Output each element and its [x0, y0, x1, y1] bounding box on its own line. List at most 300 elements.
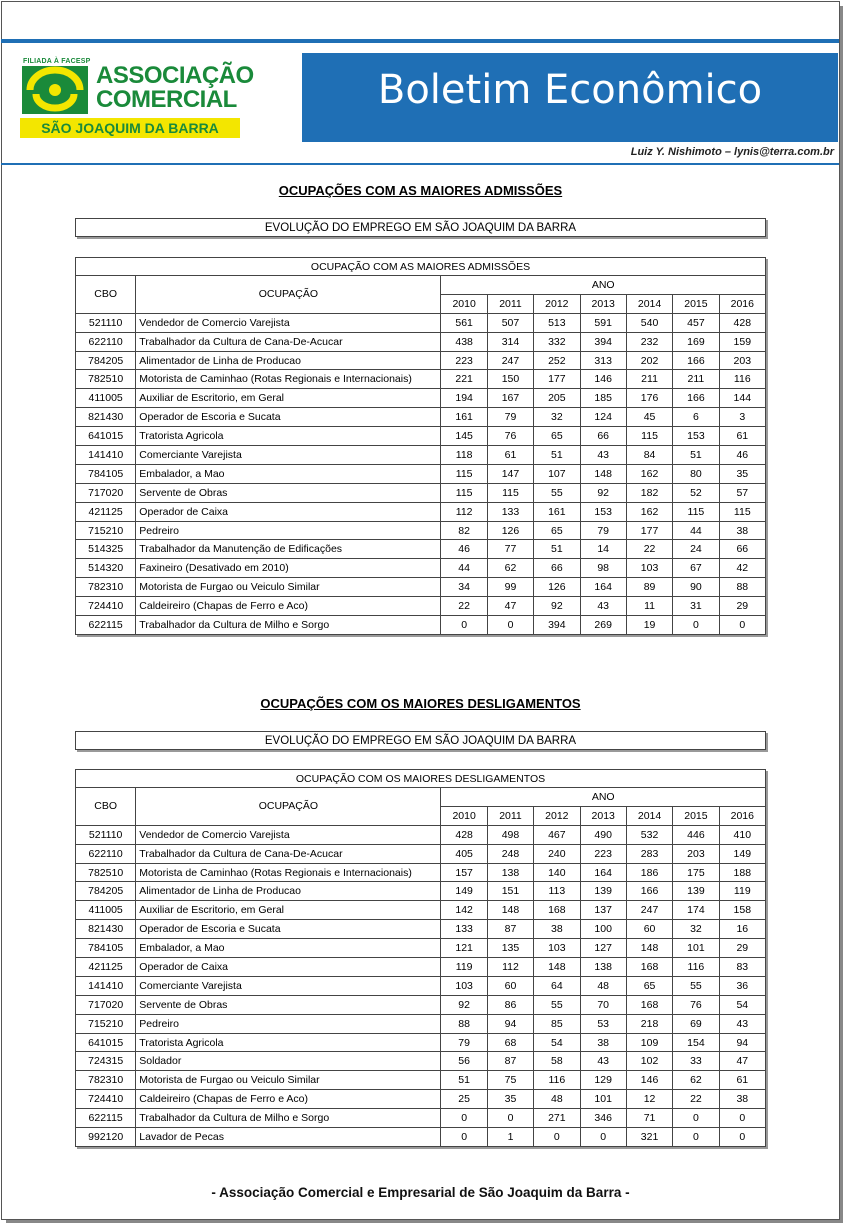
value-cell: 38	[719, 521, 765, 540]
value-cell: 145	[441, 427, 487, 446]
value-cell: 44	[441, 559, 487, 578]
value-cell: 87	[487, 920, 533, 939]
value-cell: 25	[441, 1090, 487, 1109]
value-cell: 115	[673, 502, 719, 521]
value-cell: 507	[487, 313, 533, 332]
value-cell: 52	[673, 483, 719, 502]
value-cell: 186	[626, 863, 672, 882]
value-cell: 80	[673, 464, 719, 483]
value-cell: 101	[673, 939, 719, 958]
value-cell: 116	[534, 1071, 580, 1090]
value-cell: 29	[719, 939, 765, 958]
value-cell: 158	[719, 901, 765, 920]
value-cell: 103	[626, 559, 672, 578]
value-cell: 60	[487, 976, 533, 995]
value-cell: 48	[534, 1090, 580, 1109]
ocupacao-cell: Servente de Obras	[136, 483, 441, 502]
value-cell: 150	[487, 370, 533, 389]
value-cell: 410	[719, 825, 765, 844]
value-cell: 115	[626, 427, 672, 446]
value-cell: 283	[626, 844, 672, 863]
ocupacao-cell: Trabalhador da Cultura de Milho e Sorgo	[136, 1109, 441, 1128]
cbo-cell: 724410	[76, 1090, 136, 1109]
page-shadow-right	[840, 6, 843, 1223]
table-row	[76, 332, 766, 351]
year-header: 2010	[441, 294, 487, 313]
col-header-ocupacao: OCUPAÇÃO	[136, 788, 441, 826]
value-cell: 100	[580, 920, 626, 939]
table-row	[76, 995, 766, 1014]
value-cell: 34	[441, 578, 487, 597]
value-cell: 44	[673, 521, 719, 540]
value-cell: 86	[487, 995, 533, 1014]
value-cell: 138	[487, 863, 533, 882]
table-row	[76, 502, 766, 521]
cbo-cell: 715210	[76, 521, 136, 540]
value-cell: 0	[487, 1109, 533, 1128]
value-cell: 22	[441, 597, 487, 616]
value-cell: 221	[441, 370, 487, 389]
value-cell: 148	[626, 939, 672, 958]
table-row	[76, 408, 766, 427]
year-header: 2010	[441, 806, 487, 825]
value-cell: 144	[719, 389, 765, 408]
ocupacao-cell: Motorista de Furgao ou Veiculo Similar	[136, 1071, 441, 1090]
value-cell: 19	[626, 616, 672, 635]
value-cell: 247	[487, 351, 533, 370]
value-cell: 118	[441, 446, 487, 465]
desligamentos-table	[75, 769, 766, 1147]
ocupacao-cell: Operador de Escoria e Sucata	[136, 920, 441, 939]
value-cell: 46	[719, 446, 765, 465]
admissoes-evolucao-box: EVOLUÇÃO DO EMPREGO EM SÃO JOAQUIM DA BARRA	[75, 218, 766, 237]
value-cell: 76	[673, 995, 719, 1014]
value-cell: 88	[441, 1014, 487, 1033]
value-cell: 223	[580, 844, 626, 863]
cbo-cell: 782310	[76, 1071, 136, 1090]
value-cell: 69	[673, 1014, 719, 1033]
table-row	[76, 844, 766, 863]
value-cell: 112	[441, 502, 487, 521]
cbo-cell: 715210	[76, 1014, 136, 1033]
cbo-cell: 421125	[76, 502, 136, 521]
value-cell: 457	[673, 313, 719, 332]
value-cell: 159	[719, 332, 765, 351]
value-cell: 211	[673, 370, 719, 389]
value-cell: 48	[580, 976, 626, 995]
value-cell: 252	[534, 351, 580, 370]
cbo-cell: 992120	[76, 1128, 136, 1147]
value-cell: 182	[626, 483, 672, 502]
cbo-cell: 521110	[76, 825, 136, 844]
col-header-ano: ANO	[441, 788, 766, 807]
association-logo	[20, 58, 254, 140]
value-cell: 98	[580, 559, 626, 578]
value-cell: 0	[487, 616, 533, 635]
value-cell: 103	[441, 976, 487, 995]
logo-affiliation: FILIADA À FACESP	[23, 58, 91, 65]
value-cell: 90	[673, 578, 719, 597]
value-cell: 42	[719, 559, 765, 578]
value-cell: 83	[719, 958, 765, 977]
value-cell: 153	[580, 502, 626, 521]
value-cell: 166	[626, 882, 672, 901]
value-cell: 148	[487, 901, 533, 920]
value-cell: 56	[441, 1052, 487, 1071]
col-header-cbo: CBO	[76, 788, 136, 826]
value-cell: 53	[580, 1014, 626, 1033]
value-cell: 218	[626, 1014, 672, 1033]
ocupacao-cell: Soldador	[136, 1052, 441, 1071]
value-cell: 162	[626, 502, 672, 521]
value-cell: 115	[487, 483, 533, 502]
ocupacao-cell: Operador de Caixa	[136, 958, 441, 977]
cbo-cell: 724410	[76, 597, 136, 616]
admissoes-table	[75, 257, 766, 635]
value-cell: 161	[441, 408, 487, 427]
col-header-cbo: CBO	[76, 276, 136, 314]
table-row	[76, 1052, 766, 1071]
cbo-cell: 821430	[76, 920, 136, 939]
value-cell: 211	[626, 370, 672, 389]
value-cell: 38	[719, 1090, 765, 1109]
cbo-cell: 717020	[76, 995, 136, 1014]
value-cell: 121	[441, 939, 487, 958]
value-cell: 185	[580, 389, 626, 408]
cbo-cell: 421125	[76, 958, 136, 977]
ocupacao-cell: Auxiliar de Escritorio, em Geral	[136, 389, 441, 408]
ocupacao-cell: Caldeireiro (Chapas de Ferro e Aco)	[136, 597, 441, 616]
value-cell: 119	[719, 882, 765, 901]
value-cell: 87	[487, 1052, 533, 1071]
cbo-cell: 784105	[76, 464, 136, 483]
table-row	[76, 958, 766, 977]
value-cell: 62	[487, 559, 533, 578]
value-cell: 35	[487, 1090, 533, 1109]
table-row	[76, 616, 766, 635]
value-cell: 169	[673, 332, 719, 351]
table-row	[76, 1090, 766, 1109]
value-cell: 148	[534, 958, 580, 977]
value-cell: 107	[534, 464, 580, 483]
value-cell: 166	[673, 389, 719, 408]
ocupacao-cell: Auxiliar de Escritorio, em Geral	[136, 901, 441, 920]
value-cell: 22	[673, 1090, 719, 1109]
value-cell: 314	[487, 332, 533, 351]
table-row	[76, 901, 766, 920]
value-cell: 174	[673, 901, 719, 920]
ocupacao-cell: Servente de Obras	[136, 995, 441, 1014]
table-row	[76, 1109, 766, 1128]
value-cell: 65	[626, 976, 672, 995]
value-cell: 269	[580, 616, 626, 635]
value-cell: 29	[719, 597, 765, 616]
value-cell: 149	[719, 844, 765, 863]
year-header: 2016	[719, 806, 765, 825]
value-cell: 115	[441, 464, 487, 483]
value-cell: 92	[580, 483, 626, 502]
ocupacao-cell: Alimentador de Linha de Producao	[136, 351, 441, 370]
value-cell: 70	[580, 995, 626, 1014]
value-cell: 177	[626, 521, 672, 540]
cbo-cell: 622110	[76, 844, 136, 863]
value-cell: 176	[626, 389, 672, 408]
table-row	[76, 389, 766, 408]
value-cell: 532	[626, 825, 672, 844]
value-cell: 126	[534, 578, 580, 597]
value-cell: 146	[580, 370, 626, 389]
value-cell: 148	[580, 464, 626, 483]
table-row	[76, 370, 766, 389]
ocupacao-cell: Pedreiro	[136, 521, 441, 540]
value-cell: 43	[580, 597, 626, 616]
value-cell: 168	[626, 958, 672, 977]
value-cell: 0	[673, 1128, 719, 1147]
value-cell: 66	[534, 559, 580, 578]
value-cell: 135	[487, 939, 533, 958]
value-cell: 51	[673, 446, 719, 465]
value-cell: 116	[719, 370, 765, 389]
cbo-cell: 717020	[76, 483, 136, 502]
logo-city: SÃO JOAQUIM DA BARRA	[41, 120, 219, 136]
value-cell: 43	[580, 446, 626, 465]
cbo-cell: 821430	[76, 408, 136, 427]
ocupacao-cell: Tratorista Agricola	[136, 427, 441, 446]
value-cell: 36	[719, 976, 765, 995]
ocupacao-cell: Trabalhador da Manutenção de Edificações	[136, 540, 441, 559]
ocupacao-cell: Faxineiro (Desativado em 2010)	[136, 559, 441, 578]
value-cell: 76	[487, 427, 533, 446]
value-cell: 94	[487, 1014, 533, 1033]
value-cell: 45	[626, 408, 672, 427]
value-cell: 33	[673, 1052, 719, 1071]
year-header: 2015	[673, 294, 719, 313]
value-cell: 103	[534, 939, 580, 958]
value-cell: 129	[580, 1071, 626, 1090]
value-cell: 147	[487, 464, 533, 483]
ocupacao-cell: Pedreiro	[136, 1014, 441, 1033]
value-cell: 61	[487, 446, 533, 465]
year-header: 2011	[487, 294, 533, 313]
value-cell: 0	[719, 1109, 765, 1128]
value-cell: 168	[534, 901, 580, 920]
table-row	[76, 1014, 766, 1033]
value-cell: 64	[534, 976, 580, 995]
value-cell: 153	[673, 427, 719, 446]
banner-title: Boletim Econômico	[377, 67, 763, 113]
value-cell: 55	[534, 995, 580, 1014]
value-cell: 38	[580, 1033, 626, 1052]
value-cell: 177	[534, 370, 580, 389]
value-cell: 0	[673, 1109, 719, 1128]
value-cell: 248	[487, 844, 533, 863]
col-header-ocupacao: OCUPAÇÃO	[136, 276, 441, 314]
value-cell: 46	[441, 540, 487, 559]
ocupacao-cell: Embalador, a Mao	[136, 939, 441, 958]
value-cell: 14	[580, 540, 626, 559]
value-cell: 43	[580, 1052, 626, 1071]
value-cell: 54	[719, 995, 765, 1014]
table-row	[76, 464, 766, 483]
cbo-cell: 782510	[76, 863, 136, 882]
value-cell: 0	[673, 616, 719, 635]
value-cell: 43	[719, 1014, 765, 1033]
value-cell: 66	[719, 540, 765, 559]
value-cell: 188	[719, 863, 765, 882]
cbo-cell: 622115	[76, 1109, 136, 1128]
table-row	[76, 521, 766, 540]
value-cell: 115	[719, 502, 765, 521]
page-shadow-bottom	[6, 1220, 843, 1223]
value-cell: 11	[626, 597, 672, 616]
value-cell: 513	[534, 313, 580, 332]
value-cell: 82	[441, 521, 487, 540]
cbo-cell: 141410	[76, 976, 136, 995]
ocupacao-cell: Trabalhador da Cultura de Milho e Sorgo	[136, 616, 441, 635]
value-cell: 101	[580, 1090, 626, 1109]
value-cell: 16	[719, 920, 765, 939]
table-row	[76, 578, 766, 597]
value-cell: 55	[534, 483, 580, 502]
logo-city-strip	[20, 118, 240, 138]
value-cell: 167	[487, 389, 533, 408]
value-cell: 61	[719, 427, 765, 446]
value-cell: 591	[580, 313, 626, 332]
table-row	[76, 446, 766, 465]
value-cell: 561	[441, 313, 487, 332]
value-cell: 467	[534, 825, 580, 844]
value-cell: 79	[580, 521, 626, 540]
value-cell: 32	[534, 408, 580, 427]
value-cell: 0	[580, 1128, 626, 1147]
value-cell: 394	[580, 332, 626, 351]
value-cell: 271	[534, 1109, 580, 1128]
value-cell: 89	[626, 578, 672, 597]
value-cell: 346	[580, 1109, 626, 1128]
value-cell: 102	[626, 1052, 672, 1071]
ocupacao-cell: Trabalhador da Cultura de Cana-De-Acucar	[136, 844, 441, 863]
value-cell: 112	[487, 958, 533, 977]
value-cell: 62	[673, 1071, 719, 1090]
value-cell: 149	[441, 882, 487, 901]
value-cell: 133	[441, 920, 487, 939]
cbo-cell: 141410	[76, 446, 136, 465]
year-header: 2015	[673, 806, 719, 825]
table-row	[76, 1071, 766, 1090]
value-cell: 446	[673, 825, 719, 844]
value-cell: 223	[441, 351, 487, 370]
value-cell: 161	[534, 502, 580, 521]
table-row	[76, 559, 766, 578]
value-cell: 60	[626, 920, 672, 939]
ocupacao-cell: Motorista de Caminhao (Rotas Regionais e Internacionais)	[136, 863, 441, 882]
col-header-ano: ANO	[441, 276, 766, 295]
table-row	[76, 483, 766, 502]
table-row	[76, 825, 766, 844]
ocupacao-cell: Operador de Escoria e Sucata	[136, 408, 441, 427]
logo-word-associacao: ASSOCIAÇÃO	[96, 62, 254, 89]
value-cell: 77	[487, 540, 533, 559]
table-row	[76, 882, 766, 901]
value-cell: 51	[441, 1071, 487, 1090]
table-row	[76, 976, 766, 995]
value-cell: 32	[673, 920, 719, 939]
value-cell: 137	[580, 901, 626, 920]
cbo-cell: 784205	[76, 351, 136, 370]
year-header: 2012	[534, 806, 580, 825]
cbo-cell: 514325	[76, 540, 136, 559]
value-cell: 247	[626, 901, 672, 920]
year-header: 2014	[626, 806, 672, 825]
value-cell: 66	[580, 427, 626, 446]
value-cell: 202	[626, 351, 672, 370]
logo-word-comercial: COMERCIAL	[96, 86, 237, 113]
value-cell: 127	[580, 939, 626, 958]
value-cell: 92	[441, 995, 487, 1014]
value-cell: 126	[487, 521, 533, 540]
footer-text: - Associação Comercial e Empresarial de São Joaquim da Barra -	[211, 1185, 630, 1200]
value-cell: 12	[626, 1090, 672, 1109]
value-cell: 38	[534, 920, 580, 939]
value-cell: 394	[534, 616, 580, 635]
value-cell: 58	[534, 1052, 580, 1071]
header-top-rule	[1, 39, 839, 43]
year-header: 2011	[487, 806, 533, 825]
logo-emblem-icon	[20, 64, 90, 116]
year-header: 2014	[626, 294, 672, 313]
table-row	[76, 939, 766, 958]
value-cell: 88	[719, 578, 765, 597]
cbo-cell: 784205	[76, 882, 136, 901]
header-bottom-rule	[1, 163, 839, 165]
value-cell: 65	[534, 427, 580, 446]
table-row	[76, 920, 766, 939]
value-cell: 0	[719, 1128, 765, 1147]
ocupacao-cell: Operador de Caixa	[136, 502, 441, 521]
value-cell: 175	[673, 863, 719, 882]
value-cell: 0	[441, 616, 487, 635]
value-cell: 0	[441, 1128, 487, 1147]
value-cell: 313	[580, 351, 626, 370]
value-cell: 133	[487, 502, 533, 521]
value-cell: 540	[626, 313, 672, 332]
value-cell: 164	[580, 578, 626, 597]
cbo-cell: 411005	[76, 389, 136, 408]
cbo-cell: 514320	[76, 559, 136, 578]
value-cell: 79	[487, 408, 533, 427]
value-cell: 55	[673, 976, 719, 995]
value-cell: 22	[626, 540, 672, 559]
value-cell: 6	[673, 408, 719, 427]
value-cell: 31	[673, 597, 719, 616]
value-cell: 0	[441, 1109, 487, 1128]
ocupacao-cell: Caldeireiro (Chapas de Ferro e Aco)	[136, 1090, 441, 1109]
cbo-cell: 521110	[76, 313, 136, 332]
value-cell: 240	[534, 844, 580, 863]
value-cell: 164	[580, 863, 626, 882]
value-cell: 51	[534, 446, 580, 465]
table-caption: OCUPAÇÃO COM OS MAIORES DESLIGAMENTOS	[76, 770, 766, 788]
ocupacao-cell: Motorista de Furgao ou Veiculo Similar	[136, 578, 441, 597]
value-cell: 139	[580, 882, 626, 901]
table-row	[76, 351, 766, 370]
value-cell: 47	[719, 1052, 765, 1071]
value-cell: 54	[534, 1033, 580, 1052]
value-cell: 498	[487, 825, 533, 844]
value-cell: 203	[673, 844, 719, 863]
cbo-cell: 782310	[76, 578, 136, 597]
value-cell: 113	[534, 882, 580, 901]
